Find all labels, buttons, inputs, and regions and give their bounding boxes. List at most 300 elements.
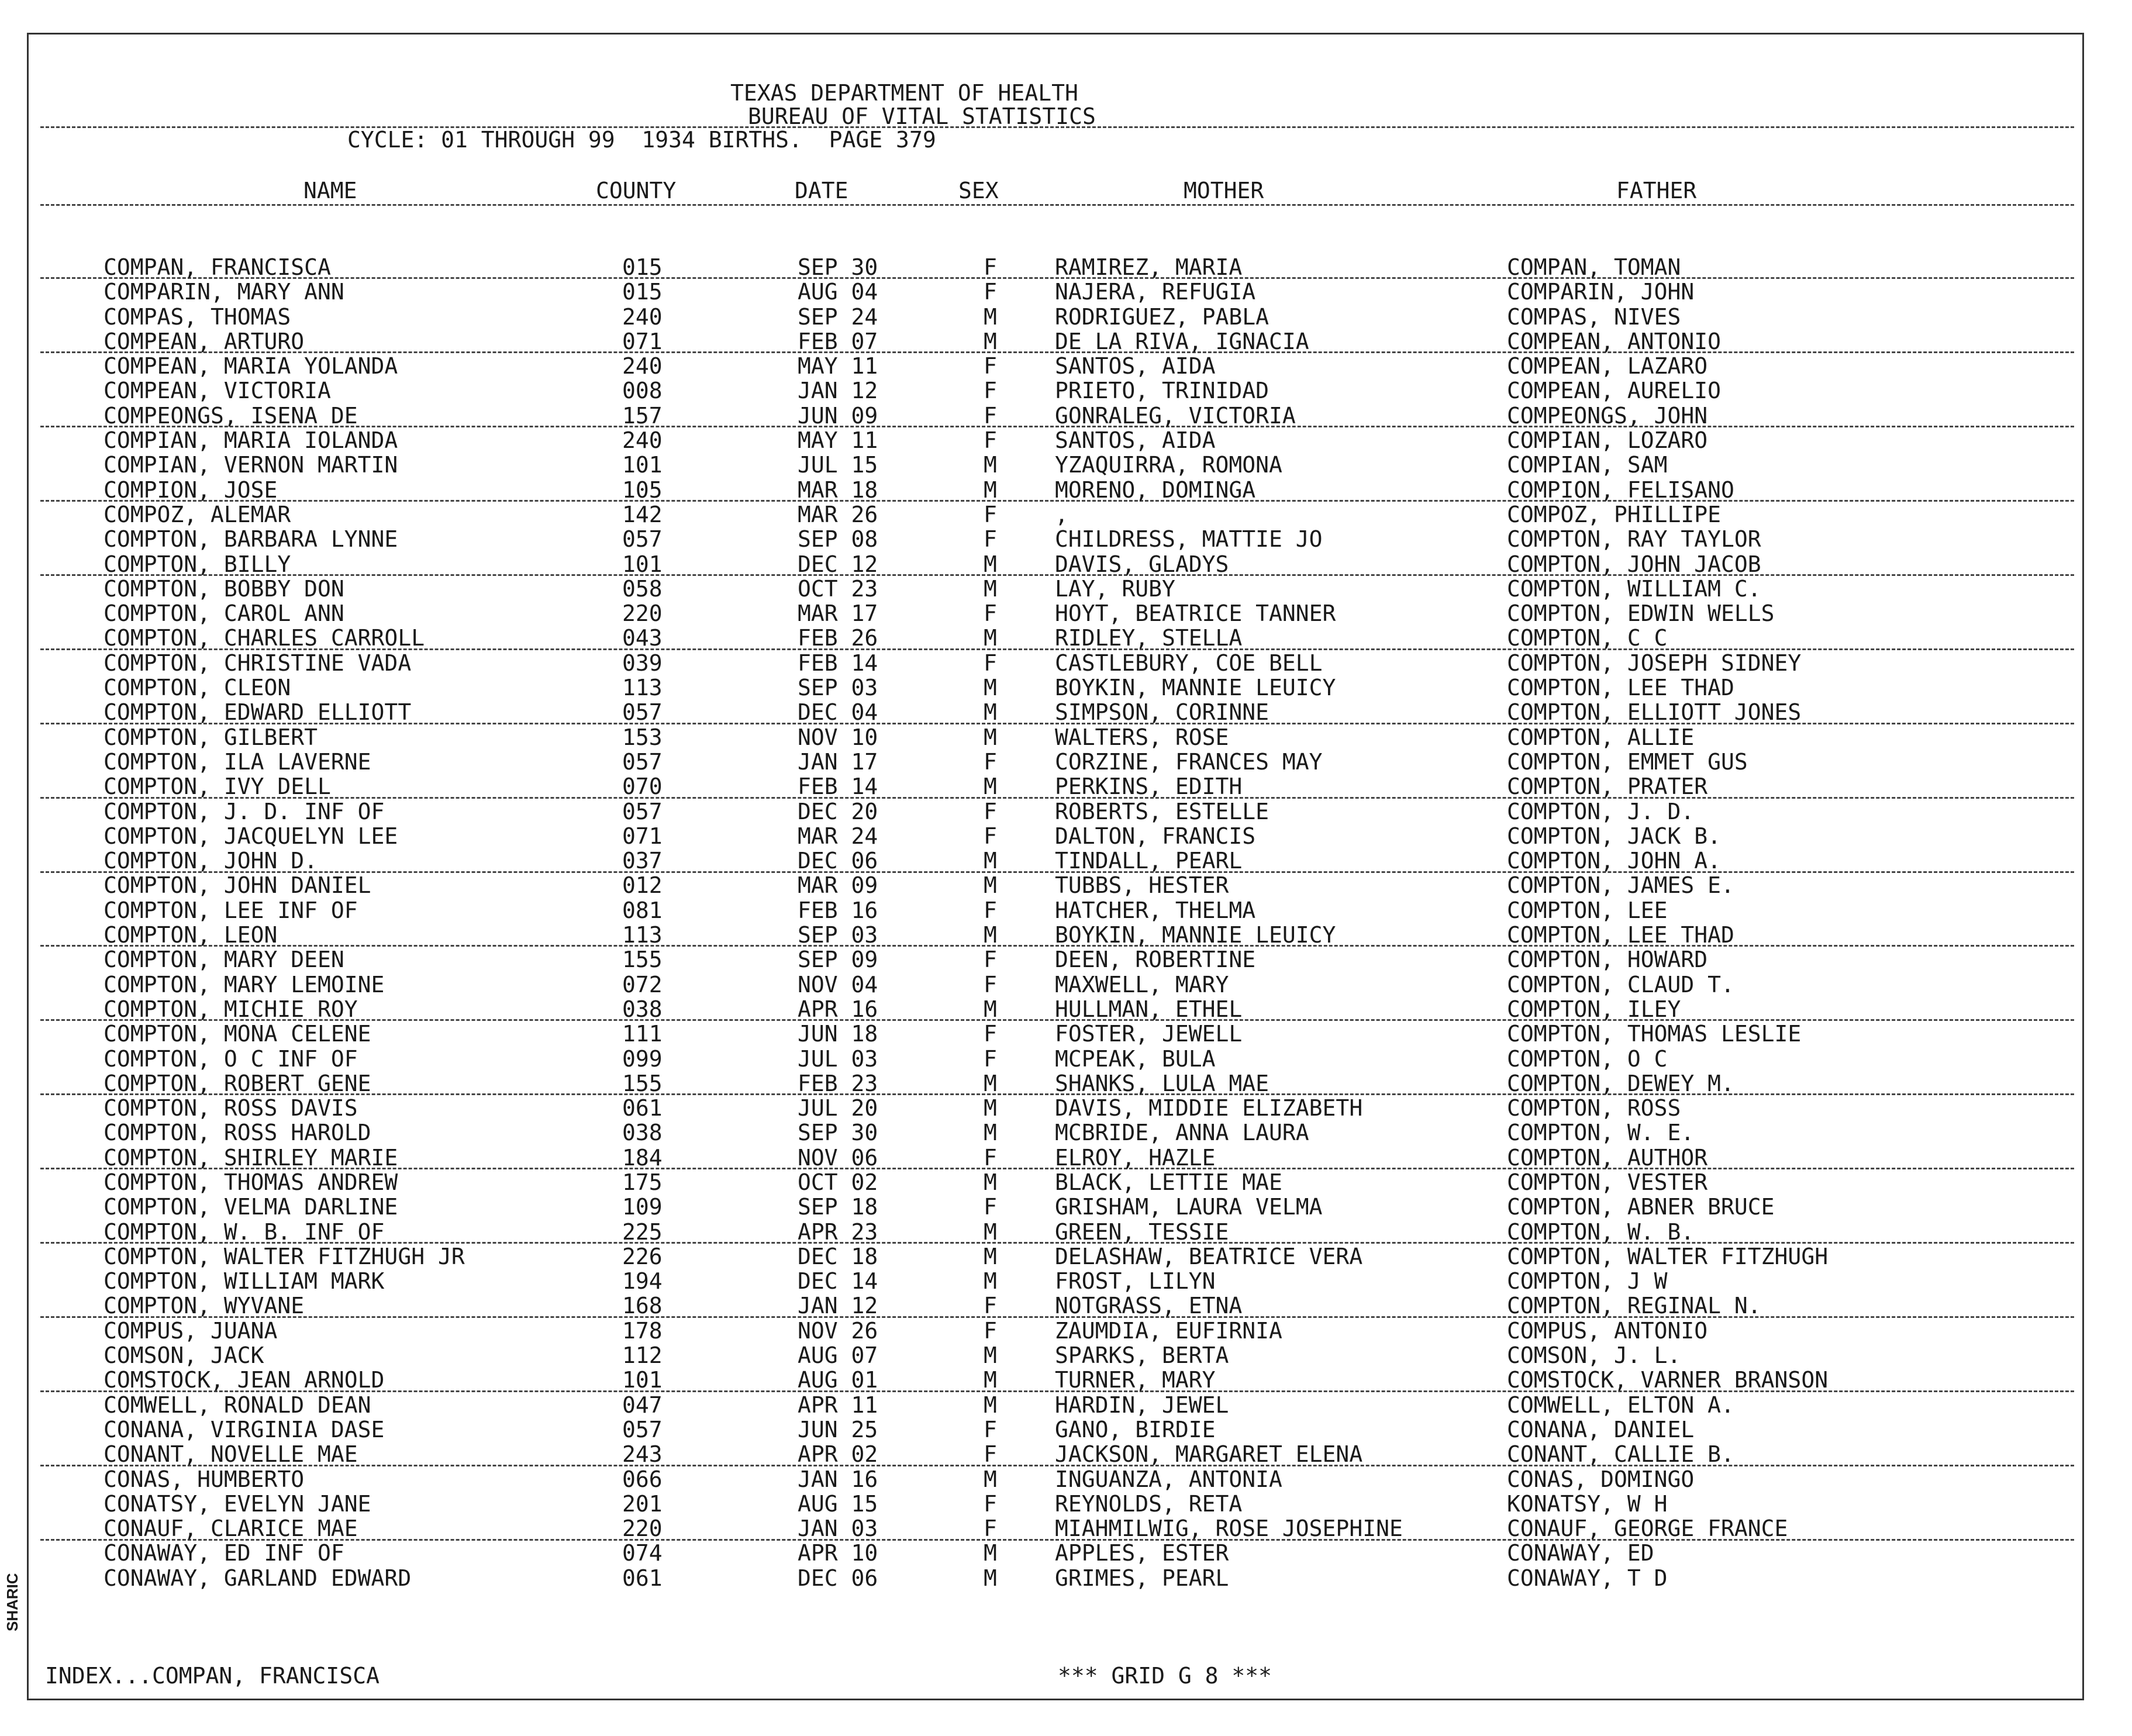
record-mother: SANTOS, AIDA [1055,427,1216,454]
record-sex: F [984,650,997,676]
record-mother: JACKSON, MARGARET ELENA [1055,1441,1363,1468]
record-sex: M [984,1466,997,1492]
record-father: COMPTON, RAY TAYLOR [1507,526,1761,553]
record-sex: M [984,1243,997,1269]
record-father: COMPOZ, PHILLIPE [1507,501,1722,527]
record-name: COMPTON, CHRISTINE VADA [104,650,412,676]
record-county: 066 [622,1466,663,1492]
record-county: 168 [622,1293,663,1319]
column-header-mother: MOTHER [1184,178,1264,203]
record-mother: RAMIREZ, MARIA [1055,254,1243,280]
record-father: COMPTON, JACK B. [1507,823,1722,849]
record-mother: PRIETO, TRINIDAD [1055,378,1269,404]
record-name: COMPTON, SHIRLEY MARIE [104,1144,398,1171]
record-date: APR 23 [798,1219,878,1245]
record-county: 072 [622,971,663,998]
record-father: COMPTON, EDWIN WELLS [1507,600,1775,627]
cycle-range: 01 THROUGH 99 [441,127,615,153]
record-county: 081 [622,897,663,923]
record-county: 101 [622,1367,663,1393]
record-name: COMPTON, BARBARA LYNNE [104,526,398,553]
record-name: COMPTON, GILBERT [104,724,318,750]
record-sex: F [984,1293,997,1319]
record-father: COMPTON, ABNER BRUCE [1507,1194,1775,1220]
record-sex: M [984,551,997,577]
record-county: 142 [622,501,663,527]
record-county: 112 [622,1342,663,1369]
record-name: COMPTON, J. D. INF OF [104,798,385,824]
record-name: CONANT, NOVELLE MAE [104,1441,358,1468]
record-sex: M [984,625,997,651]
record-date: FEB 16 [798,897,878,923]
record-date: SEP 18 [798,1194,878,1220]
record-father: COMPTON, JOSEPH SIDNEY [1507,650,1802,676]
record-sex: F [984,897,997,923]
record-county: 058 [622,575,663,602]
record-date: JUN 18 [798,1021,878,1047]
record-mother: WALTERS, ROSE [1055,724,1229,750]
year-type: 1934 BIRTHS. [641,127,802,153]
record-county: 101 [622,551,663,577]
record-father: COMPTON, PRATER [1507,774,1708,800]
record-name: COMPAN, FRANCISCA [104,254,331,280]
record-father: COMPTON, C C [1507,625,1668,651]
record-mother: REYNOLDS, RETA [1055,1490,1243,1517]
record-date: MAR 26 [798,501,878,527]
record-father: COMPTON, WALTER FITZHUGH [1507,1243,1829,1269]
record-date: FEB 14 [798,774,878,800]
record-county: 240 [622,353,663,379]
record-mother: BOYKIN, MANNIE LEUICY [1055,922,1336,948]
record-mother: INGUANZA, ANTONIA [1055,1466,1282,1492]
record-county: 155 [622,1070,663,1096]
record-name: COMPEAN, ARTURO [104,328,305,354]
record-sex: F [984,1441,997,1468]
record-county: 184 [622,1144,663,1171]
record-name: COMSTOCK, JEAN ARNOLD [104,1367,385,1393]
record-sex: M [984,477,997,503]
record-sex: M [984,328,997,354]
record-county: 057 [622,1416,663,1442]
record-father: COMPAS, NIVES [1507,303,1681,330]
record-name: COMPTON, ROBERT GENE [104,1070,371,1096]
record-date: MAR 24 [798,823,878,849]
record-mother: ZAUMDIA, EUFIRNIA [1055,1317,1282,1344]
record-mother: MCBRIDE, ANNA LAURA [1055,1120,1309,1146]
record-date: DEC 06 [798,1565,878,1591]
record-father: COMPTON, EMMET GUS [1507,748,1748,775]
record-mother: HARDIN, JEWEL [1055,1392,1229,1418]
record-county: 201 [622,1490,663,1517]
record-mother: FROST, LILYN [1055,1268,1216,1295]
record-father: CONANT, CALLIE B. [1507,1441,1734,1468]
record-county: 113 [622,922,663,948]
record-date: SEP 30 [798,254,878,280]
record-father: COMPTON, AUTHOR [1507,1144,1708,1171]
record-father: COMPTON, CLAUD T. [1507,971,1734,998]
record-county: 240 [622,427,663,454]
record-sex: F [984,748,997,775]
record-date: JAN 12 [798,1293,878,1319]
record-date: DEC 06 [798,848,878,874]
record-father: COMPTON, HOWARD [1507,947,1708,973]
county-column [622,255,663,1590]
record-father: COMPION, FELISANO [1507,477,1734,503]
record-county: 037 [622,848,663,874]
record-mother: ELROY, HAZLE [1055,1144,1216,1171]
record-sex: M [984,1120,997,1146]
record-father: COMPTON, DEWEY M. [1507,1070,1734,1096]
record-name: COMPTON, JOHN DANIEL [104,872,371,899]
side-label: SHARIC [4,1573,21,1631]
record-date: OCT 02 [798,1169,878,1195]
record-county: 057 [622,526,663,553]
record-name: CONAUF, CLARICE MAE [104,1516,358,1542]
record-sex: M [984,303,997,330]
column-header-father: FATHER [1616,178,1697,203]
mother-column [1055,255,1403,1590]
record-county: 015 [622,254,663,280]
record-sex: M [984,1342,997,1369]
record-father: COMSTOCK, VARNER BRANSON [1507,1367,1829,1393]
record-name: COMPTON, LEON [104,922,278,948]
record-county: 099 [622,1045,663,1072]
record-mother: HOYT, BEATRICE TANNER [1055,600,1336,627]
record-date: DEC 12 [798,551,878,577]
record-father: COMPTON, O C [1507,1045,1668,1072]
date-column [798,255,878,1590]
record-name: COMPTON, ILA LAVERNE [104,748,371,775]
record-county: 015 [622,279,663,305]
record-county: 157 [622,402,663,429]
record-date: JUL 03 [798,1045,878,1072]
record-date: SEP 03 [798,675,878,701]
record-date: FEB 26 [798,625,878,651]
record-mother: DELASHAW, BEATRICE VERA [1055,1243,1363,1269]
record-name: COMPOZ, ALEMAR [104,501,291,527]
record-date: FEB 07 [798,328,878,354]
record-mother: GREEN, TESSIE [1055,1219,1229,1245]
record-date: JAN 16 [798,1466,878,1492]
record-date: SEP 24 [798,303,878,330]
record-date: DEC 14 [798,1268,878,1295]
record-father: COMPTON, LEE THAD [1507,922,1734,948]
record-name: COMPEAN, MARIA YOLANDA [104,353,398,379]
record-county: 194 [622,1268,663,1295]
record-county: 061 [622,1565,663,1591]
record-father: CONAS, DOMINGO [1507,1466,1695,1492]
record-name: COMPTON, MARY DEEN [104,947,344,973]
record-mother: FOSTER, JEWELL [1055,1021,1243,1047]
record-county: 243 [622,1441,663,1468]
record-date: MAR 09 [798,872,878,899]
record-mother: CORZINE, FRANCES MAY [1055,748,1323,775]
record-father: COMPTON, VESTER [1507,1169,1708,1195]
document-frame [27,33,2084,1700]
record-date: JAN 17 [798,748,878,775]
record-father: COMPTON, W. E. [1507,1120,1695,1146]
record-mother: DAVIS, GLADYS [1055,551,1229,577]
record-date: JUL 15 [798,452,878,478]
record-father: COMSON, J. L. [1507,1342,1681,1369]
record-name: COMPTON, W. B. INF OF [104,1219,385,1245]
grid-label: *** GRID G 8 *** [1058,1663,1272,1689]
record-mother: DE LA RIVA, IGNACIA [1055,328,1309,354]
record-sex: M [984,1070,997,1096]
record-date: AUG 04 [798,279,878,305]
record-mother: RIDLEY, STELLA [1055,625,1243,651]
record-father: KONATSY, W H [1507,1490,1668,1517]
record-father: COMPIAN, LOZARO [1507,427,1708,454]
record-date: FEB 14 [798,650,878,676]
record-county: 226 [622,1243,663,1269]
sex-column [984,255,997,1590]
record-sex: F [984,402,997,429]
record-name: COMPTON, BOBBY DON [104,575,344,602]
record-mother: GRIMES, PEARL [1055,1565,1229,1591]
record-mother: ROBERTS, ESTELLE [1055,798,1269,824]
record-sex: F [984,947,997,973]
record-name: COMPEONGS, ISENA DE [104,402,358,429]
record-sex: F [984,501,997,527]
record-date: APR 16 [798,996,878,1022]
record-name: COMPION, JOSE [104,477,278,503]
record-sex: M [984,675,997,701]
record-county: 113 [622,675,663,701]
record-father: COMPEAN, LAZARO [1507,353,1708,379]
record-date: NOV 26 [798,1317,878,1344]
record-date: OCT 23 [798,575,878,602]
record-name: CONAS, HUMBERTO [104,1466,305,1492]
record-date: APR 11 [798,1392,878,1418]
record-county: 178 [622,1317,663,1344]
column-header-date: DATE [795,178,848,203]
record-sex: F [984,1144,997,1171]
record-father: COMWELL, ELTON A. [1507,1392,1734,1418]
record-name: COMWELL, RONALD DEAN [104,1392,371,1418]
record-mother: SIMPSON, CORINNE [1055,699,1269,726]
record-mother: HULLMAN, ETHEL [1055,996,1243,1022]
record-name: COMPTON, IVY DELL [104,774,331,800]
record-county: 101 [622,452,663,478]
record-father: COMPTON, J. D. [1507,798,1695,824]
record-mother: TURNER, MARY [1055,1367,1216,1393]
record-mother: TINDALL, PEARL [1055,848,1243,874]
record-name: COMPIAN, VERNON MARTIN [104,452,398,478]
record-sex: M [984,1565,997,1591]
record-mother: MIAHMILWIG, ROSE JOSEPHINE [1055,1516,1403,1542]
record-name: COMPTON, JACQUELYN LEE [104,823,398,849]
record-county: 225 [622,1219,663,1245]
record-sex: M [984,1392,997,1418]
record-sex: F [984,971,997,998]
record-name: COMPTON, ROSS DAVIS [104,1095,358,1121]
record-mother: PERKINS, EDITH [1055,774,1243,800]
record-county: 008 [622,378,663,404]
record-sex: F [984,1317,997,1344]
record-sex: F [984,1194,997,1220]
record-county: 057 [622,798,663,824]
record-father: COMPTON, ALLIE [1507,724,1695,750]
column-header-name: NAME [303,178,357,203]
record-name: COMPTON, THOMAS ANDREW [104,1169,398,1195]
record-mother: SHANKS, LULA MAE [1055,1070,1269,1096]
record-name: COMPTON, MARY LEMOINE [104,971,385,998]
record-county: 175 [622,1169,663,1195]
record-mother: DALTON, FRANCIS [1055,823,1256,849]
record-name: COMPTON, O C INF OF [104,1045,358,1072]
record-date: JUL 20 [798,1095,878,1121]
record-sex: M [984,922,997,948]
record-name: COMPTON, JOHN D. [104,848,318,874]
record-name: COMPTON, ROSS HAROLD [104,1120,371,1146]
record-father: CONAWAY, ED [1507,1540,1654,1566]
record-mother: MORENO, DOMINGA [1055,477,1256,503]
record-county: 071 [622,823,663,849]
record-date: MAY 11 [798,353,878,379]
page-label: PAGE 379 [829,127,936,153]
record-date: APR 10 [798,1540,878,1566]
record-date: NOV 10 [798,724,878,750]
record-date: DEC 04 [798,699,878,726]
record-name: CONANA, VIRGINIA DASE [104,1416,385,1442]
record-date: MAR 18 [798,477,878,503]
record-mother: SPARKS, BERTA [1055,1342,1229,1369]
record-sex: F [984,1416,997,1442]
record-name: COMPEAN, VICTORIA [104,378,331,404]
record-county: 109 [622,1194,663,1220]
record-mother: , [1055,501,1068,527]
record-sex: M [984,1219,997,1245]
record-father: COMPTON, THOMAS LESLIE [1507,1021,1802,1047]
record-date: DEC 18 [798,1243,878,1269]
record-name: COMPTON, LEE INF OF [104,897,358,923]
record-mother: DAVIS, MIDDIE ELIZABETH [1055,1095,1363,1121]
record-sex: F [984,1516,997,1542]
bureau-title: BUREAU OF VITAL STATISTICS [748,103,1096,129]
index-label: INDEX...COMPAN, FRANCISCA [45,1663,380,1689]
record-name: COMPTON, CAROL ANN [104,600,344,627]
record-name: COMPTON, MONA CELENE [104,1021,371,1047]
record-date: AUG 01 [798,1367,878,1393]
column-header-sex: SEX [958,178,999,203]
record-name: COMSON, JACK [104,1342,264,1369]
record-father: COMPTON, ROSS [1507,1095,1681,1121]
record-date: FEB 23 [798,1070,878,1096]
record-sex: M [984,996,997,1022]
record-sex: M [984,452,997,478]
record-mother: MAXWELL, MARY [1055,971,1229,998]
record-father: COMPIAN, SAM [1507,452,1668,478]
record-father: COMPTON, REGINAL N. [1507,1293,1761,1319]
record-mother: LAY, RUBY [1055,575,1175,602]
record-name: CONAWAY, ED INF OF [104,1540,344,1566]
record-sex: M [984,1367,997,1393]
record-sex: M [984,1268,997,1295]
record-date: AUG 15 [798,1490,878,1517]
record-date: MAY 11 [798,427,878,454]
record-name: CONAWAY, GARLAND EDWARD [104,1565,412,1591]
record-father: CONAWAY, T D [1507,1565,1668,1591]
record-sex: F [984,254,997,280]
record-name: CONATSY, EVELYN JANE [104,1490,371,1517]
record-name: COMPARIN, MARY ANN [104,279,344,305]
record-father: COMPTON, JOHN A. [1507,848,1722,874]
record-mother: HATCHER, THELMA [1055,897,1256,923]
record-name: COMPIAN, MARIA IOLANDA [104,427,398,454]
record-mother: SANTOS, AIDA [1055,353,1216,379]
record-father: COMPAN, TOMAN [1507,254,1681,280]
record-county: 057 [622,699,663,726]
record-sex: M [984,1095,997,1121]
record-father: COMPEAN, AURELIO [1507,378,1722,404]
record-date: SEP 30 [798,1120,878,1146]
record-sex: M [984,872,997,899]
record-sex: F [984,1021,997,1047]
record-name: COMPTON, WILLIAM MARK [104,1268,385,1295]
record-county: 155 [622,947,663,973]
record-date: JUN 09 [798,402,878,429]
record-father: COMPTON, WILLIAM C. [1507,575,1761,602]
record-mother: DEEN, ROBERTINE [1055,947,1256,973]
record-mother: TUBBS, HESTER [1055,872,1229,899]
record-father: COMPARIN, JOHN [1507,279,1695,305]
record-date: SEP 08 [798,526,878,553]
father-column [1507,255,1828,1590]
record-father: CONANA, DANIEL [1507,1416,1695,1442]
record-sex: F [984,427,997,454]
record-county: 071 [622,328,663,354]
record-date: NOV 04 [798,971,878,998]
record-date: NOV 06 [798,1144,878,1171]
record-county: 220 [622,600,663,627]
record-county: 012 [622,872,663,899]
record-mother: NOTGRASS, ETNA [1055,1293,1243,1319]
record-sex: M [984,774,997,800]
name-column [104,255,465,1590]
record-county: 038 [622,1120,663,1146]
record-father: COMPTON, LEE THAD [1507,675,1734,701]
record-name: COMPTON, EDWARD ELLIOTT [104,699,412,726]
record-name: COMPTON, WYVANE [104,1293,305,1319]
record-sex: F [984,1490,997,1517]
record-date: DEC 20 [798,798,878,824]
record-sex: M [984,848,997,874]
record-county: 070 [622,774,663,800]
record-date: SEP 03 [798,922,878,948]
record-mother: RODRIGUEZ, PABLA [1055,303,1269,330]
record-mother: BOYKIN, MANNIE LEUICY [1055,675,1336,701]
record-father: COMPEONGS, JOHN [1507,402,1708,429]
record-father: COMPTON, J W [1507,1268,1668,1295]
record-sex: F [984,279,997,305]
record-date: SEP 09 [798,947,878,973]
record-mother: BLACK, LETTIE MAE [1055,1169,1282,1195]
record-mother: YZAQUIRRA, ROMONA [1055,452,1282,478]
record-mother: APPLES, ESTER [1055,1540,1229,1566]
record-county: 111 [622,1021,663,1047]
column-header-county: COUNTY [596,178,677,203]
record-sex: M [984,1540,997,1566]
record-father: COMPTON, JOHN JACOB [1507,551,1761,577]
record-father: CONAUF, GEORGE FRANCE [1507,1516,1788,1542]
agency-title: TEXAS DEPARTMENT OF HEALTH [730,80,1078,106]
record-mother: GANO, BIRDIE [1055,1416,1216,1442]
record-name: COMPTON, WALTER FITZHUGH JR [104,1243,465,1269]
record-name: COMPTON, VELMA DARLINE [104,1194,398,1220]
record-date: JUN 25 [798,1416,878,1442]
cycle-line [347,128,2082,151]
